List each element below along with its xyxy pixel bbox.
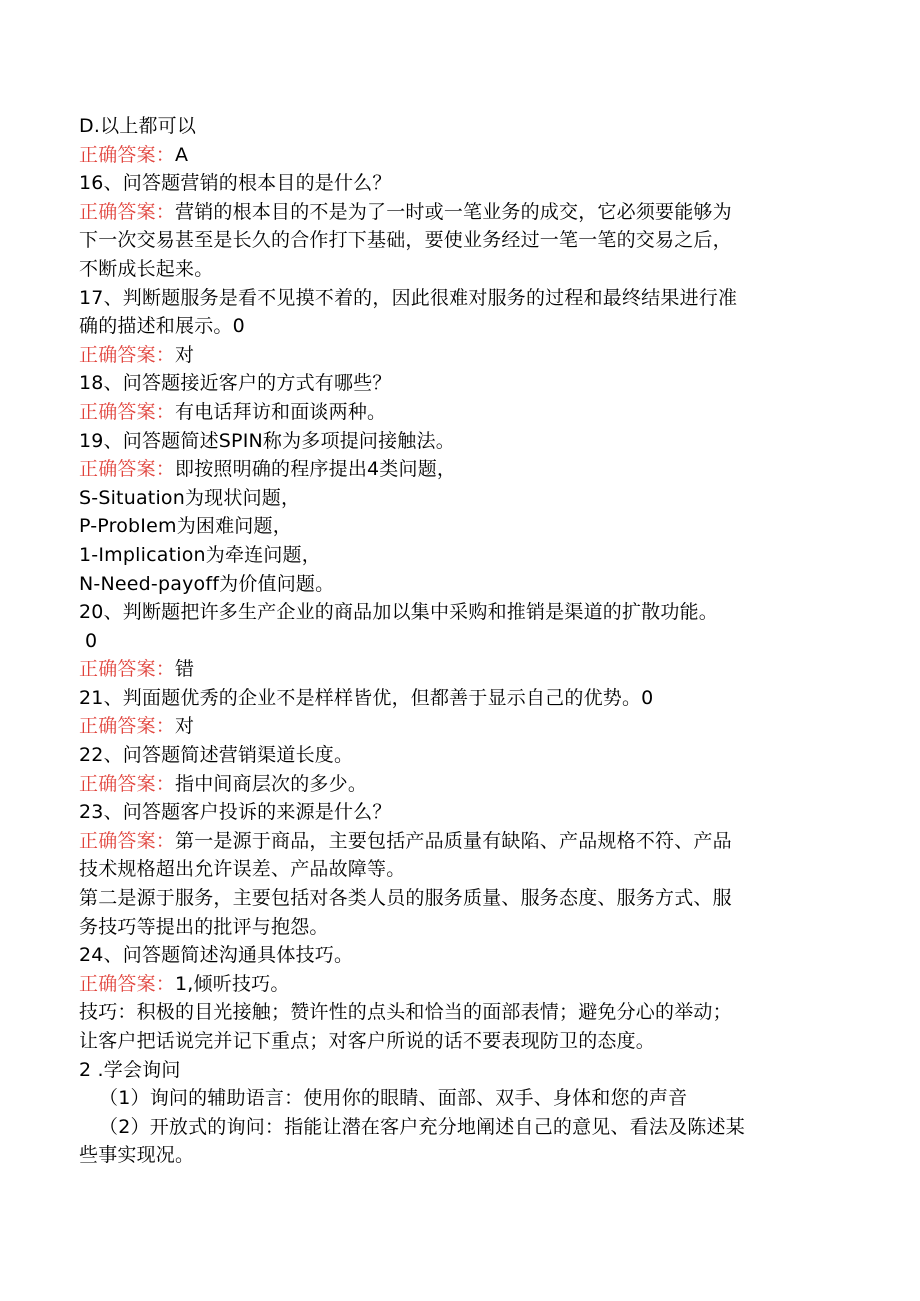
answer-continuation: 让客户把话说完并记下重点；对客户所说的话不要表现防卫的态度。 [79, 1030, 656, 1052]
answer-text: 指中间商层次的多少。 [175, 772, 368, 795]
question-18: 18、问答题接近客户的方式有哪些？ [79, 372, 392, 395]
answer-line [79, 398, 839, 427]
question-20: 20、判断题把许多生产企业的商品加以集中采购和推销是渠道的扩散功能。 [79, 601, 718, 624]
answer-label: 正确答案： [79, 972, 176, 995]
answer-line [79, 827, 839, 856]
answer-text: 营销的根本目的不是为了一时或一笔业务的成交，它必须要能够为 [175, 200, 732, 223]
answer-line [79, 712, 839, 741]
answer-continuation: S-Situation为现状问题， [79, 486, 301, 509]
answer-line [79, 970, 839, 999]
answer-label: 正确答案： [79, 658, 176, 681]
question-21: 21、判面题优秀的企业不是样样皆优，但都善于显示自己的优势。0 [79, 686, 654, 709]
document-body [79, 112, 839, 1170]
question-16: 16、问答题营销的根本目的是什么？ [79, 172, 392, 195]
answer-label: 正确答案： [79, 829, 176, 852]
question-continuation: 0 [85, 629, 98, 652]
answer-label: 正确答案： [79, 772, 176, 795]
answer-line [79, 455, 839, 484]
question-17: 17、判断题服务是看不见摸不着的，因此很难对服务的过程和最终结果进行准 [79, 286, 738, 309]
option-line: D.以上都可以 [79, 115, 197, 137]
answer-continuation: 技术规格超出允许误差、产品故障等。 [79, 858, 406, 881]
answer-label: 正确答案： [79, 343, 176, 366]
question-24: 24、问答题简述沟通具体技巧。 [79, 944, 354, 967]
answer-label: 正确答案： [79, 400, 176, 423]
answer-text: 错 [175, 658, 195, 681]
answer-continuation: 不断成长起来。 [79, 257, 214, 280]
answer-continuation: 务技巧等提出的批评与抱怨。 [79, 915, 329, 938]
answer-line [79, 655, 839, 684]
answer-label: 正确答案： [79, 200, 176, 223]
question-continuation: 确的描述和展示。0 [79, 315, 245, 338]
answer-continuation: 1-Implication为牵连问题， [79, 543, 321, 566]
question-22: 22、问答题简述营销渠道长度。 [79, 744, 354, 767]
answer-label: 正确答案： [79, 715, 176, 738]
answer-continuation: 下一次交易甚至是长久的合作打下基础，要使业务经过一笔一笔的交易之后， [79, 229, 732, 252]
answer-continuation: 2 .学会询问 [79, 1058, 181, 1081]
answer-label: 正确答案： [79, 458, 176, 481]
answer-continuation: 技巧：积极的目光接触；赞许性的点头和恰当的面部表情；避免分心的举动； [79, 1001, 732, 1024]
question-19: 19、问答题简述SPIN称为多项提问接触法。 [79, 429, 455, 452]
answer-line [79, 198, 839, 227]
answer-continuation: N-Need-payoff为价值问题。 [79, 572, 335, 595]
answer-continuation: （1）询问的辅助语言：使用你的眼睛、面部、双手、身体和您的声音 [99, 1087, 688, 1110]
answer-text: 第一是源于商品，主要包括产品质量有缺陷、产品规格不符、产品 [175, 829, 732, 852]
answer-label: 正确答案： [79, 143, 176, 166]
answer-continuation: 些事实现况。 [79, 1144, 195, 1167]
answer-text: 即按照明确的程序提出4类问题， [175, 458, 457, 481]
answer-continuation: 第二是源于服务，主要包括对各类人员的服务质量、服务态度、服务方式、服 [79, 887, 732, 910]
answer-line [79, 770, 839, 799]
answer-text: 对 [175, 715, 195, 738]
answer-text: 1,倾听技巧。 [175, 972, 290, 995]
answer-line [79, 141, 839, 170]
answer-text: 有电话拜访和面谈两种。 [175, 400, 387, 423]
answer-continuation: P-ProbIem为困难问题， [79, 515, 292, 538]
answer-continuation: （2）开放式的询问：指能让潜在客户充分地阐述自己的意见、看法及陈述某 [99, 1115, 745, 1138]
answer-text: 对 [175, 343, 195, 366]
question-23: 23、问答题客户投诉的来源是什么？ [79, 801, 392, 824]
answer-line [79, 341, 839, 370]
answer-text: A [175, 143, 189, 166]
